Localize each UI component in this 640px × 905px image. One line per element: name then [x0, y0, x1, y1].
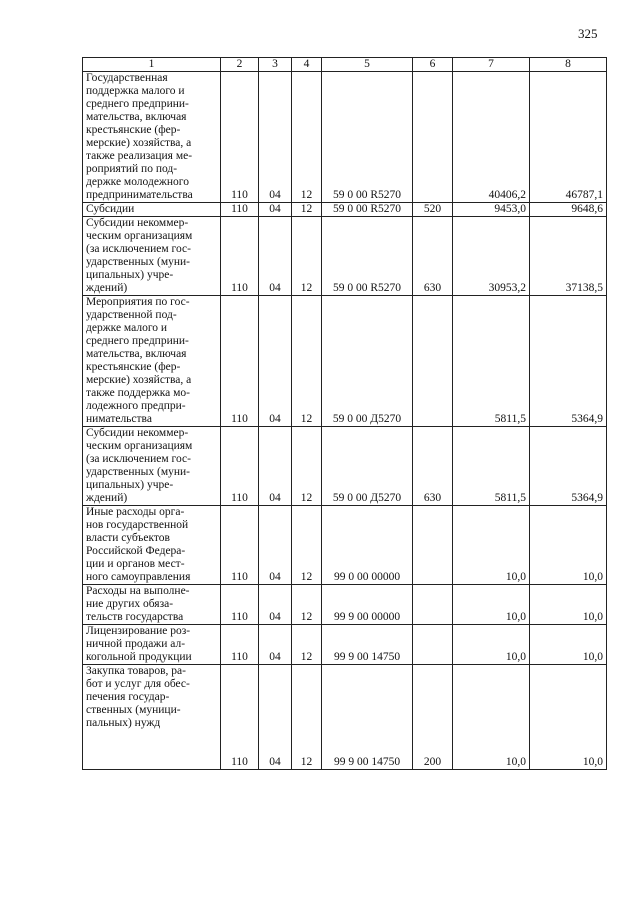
- target-article-cell: 59 0 00 R5270: [322, 203, 413, 217]
- item-name-line: ципальных) учре-: [86, 269, 174, 281]
- table-header-row: [83, 58, 607, 72]
- budget-table: [82, 57, 607, 770]
- code-cell: 110: [221, 506, 259, 585]
- subsection-cell: 12: [292, 427, 322, 506]
- amount-col7-cell: 5811,5: [453, 427, 530, 506]
- column-header: 4: [292, 58, 322, 72]
- item-name-line: (за исключением гос-: [86, 243, 191, 255]
- target-article-cell: 99 9 00 14750: [322, 625, 413, 665]
- item-name-line: ственных (муници-: [86, 704, 181, 716]
- amount-col8-cell: 9648,6: [530, 203, 607, 217]
- expense-type-cell: 200: [413, 665, 453, 770]
- item-name-cell: [83, 585, 221, 625]
- amount-col7-cell: 5811,5: [453, 296, 530, 427]
- code-cell: 110: [221, 585, 259, 625]
- column-header: 5: [322, 58, 413, 72]
- item-name-line: поддержка малого и: [86, 85, 185, 97]
- item-name-line: Субсидии некоммер-: [86, 217, 189, 229]
- expense-type-cell: [413, 585, 453, 625]
- item-name-line: ждений): [86, 282, 128, 294]
- item-name-line: предпринимательства: [86, 189, 193, 201]
- item-name-line: мательства, включая: [86, 111, 187, 123]
- item-name-cell: [83, 217, 221, 296]
- item-name-line: когольной продукции: [86, 651, 192, 663]
- item-name-cell: [83, 296, 221, 427]
- expense-type-cell: 630: [413, 427, 453, 506]
- section-cell: 04: [259, 296, 292, 427]
- item-name-line: мательства, включая: [86, 348, 187, 360]
- expense-type-cell: 520: [413, 203, 453, 217]
- target-article-cell: 59 0 00 Д5270: [322, 427, 413, 506]
- item-name-line: ничной продажи ал-: [86, 638, 186, 650]
- item-name-line: власти субъектов: [86, 532, 170, 544]
- section-cell: 04: [259, 203, 292, 217]
- amount-col7-cell: 10,0: [453, 585, 530, 625]
- item-name-cell: [83, 506, 221, 585]
- expense-type-cell: [413, 625, 453, 665]
- item-name-line: ципальных) учре-: [86, 479, 174, 491]
- amount-col8-cell: 46787,1: [530, 72, 607, 203]
- item-name-cell: [83, 625, 221, 665]
- item-name-line: среднего предприни-: [86, 98, 189, 110]
- item-name-line: среднего предприни-: [86, 335, 189, 347]
- amount-col8-cell: 5364,9: [530, 427, 607, 506]
- amount-col8-cell: 5364,9: [530, 296, 607, 427]
- amount-col7-cell: 40406,2: [453, 72, 530, 203]
- item-name-line: роприятий по под-: [86, 163, 178, 175]
- subsection-cell: 12: [292, 72, 322, 203]
- code-cell: 110: [221, 427, 259, 506]
- item-name-cell: [83, 203, 221, 217]
- amount-col7-cell: 10,0: [453, 665, 530, 770]
- item-name-line: ударственной под-: [86, 309, 177, 321]
- target-article-cell: 99 0 00 00000: [322, 506, 413, 585]
- section-cell: 04: [259, 427, 292, 506]
- item-name-line: мерские) хозяйства, а: [86, 374, 192, 386]
- item-name-line: Государственная: [86, 72, 168, 84]
- section-cell: 04: [259, 625, 292, 665]
- item-name-line: крестьянские (фер-: [86, 124, 181, 136]
- subsection-cell: 12: [292, 625, 322, 665]
- column-header: 2: [221, 58, 259, 72]
- table-row: [83, 506, 607, 585]
- target-article-cell: 59 0 00 Д5270: [322, 296, 413, 427]
- item-name-line: ного самоуправления: [86, 571, 191, 583]
- item-name-line: Закупка товаров, ра-: [86, 665, 186, 677]
- item-name-line: держке малого и: [86, 322, 168, 334]
- item-name-line: ции и органов мест-: [86, 558, 185, 570]
- target-article-cell: 99 9 00 14750: [322, 665, 413, 770]
- item-name-line: также реализация ме-: [86, 150, 193, 162]
- item-name-line: Российской Федера-: [86, 545, 186, 557]
- item-name-line: Иные расходы орга-: [86, 506, 185, 518]
- table-row: [83, 72, 607, 203]
- subsection-cell: 12: [292, 506, 322, 585]
- expense-type-cell: [413, 72, 453, 203]
- amount-col7-cell: 30953,2: [453, 217, 530, 296]
- item-name-line: мерские) хозяйства, а: [86, 137, 192, 149]
- item-name-cell: [83, 427, 221, 506]
- code-cell: 110: [221, 625, 259, 665]
- item-name-cell: [83, 72, 221, 203]
- item-name-line: ударственных (муни-: [86, 256, 190, 268]
- section-cell: 04: [259, 72, 292, 203]
- item-name-line: нов государственной: [86, 519, 189, 531]
- amount-col8-cell: 10,0: [530, 665, 607, 770]
- column-header: 1: [83, 58, 221, 72]
- item-name-line: (за исключением гос-: [86, 453, 191, 465]
- target-article-cell: 99 9 00 00000: [322, 585, 413, 625]
- code-cell: 110: [221, 72, 259, 203]
- section-cell: 04: [259, 217, 292, 296]
- amount-col8-cell: 37138,5: [530, 217, 607, 296]
- subsection-cell: 12: [292, 217, 322, 296]
- item-name-line: Лицензирование роз-: [86, 625, 191, 637]
- expense-type-cell: [413, 506, 453, 585]
- code-cell: 110: [221, 217, 259, 296]
- item-name-line: печения государ-: [86, 691, 170, 703]
- amount-col7-cell: 9453,0: [453, 203, 530, 217]
- column-header: 6: [413, 58, 453, 72]
- subsection-cell: 12: [292, 203, 322, 217]
- column-header: 7: [453, 58, 530, 72]
- expense-type-cell: 630: [413, 217, 453, 296]
- item-name-line: Расходы на выполне-: [86, 585, 190, 597]
- item-name-line: лодежного предпри-: [86, 400, 186, 412]
- item-name-line: Субсидии некоммер-: [86, 427, 189, 439]
- item-name-line: пальных) нужд: [86, 717, 161, 729]
- item-name-line: Мероприятия по гос-: [86, 296, 190, 308]
- item-name-line: бот и услуг для обес-: [86, 678, 190, 690]
- amount-col8-cell: 10,0: [530, 625, 607, 665]
- item-name-line: нимательства: [86, 413, 152, 425]
- section-cell: 04: [259, 506, 292, 585]
- item-name-line: ударственных (муни-: [86, 466, 190, 478]
- section-cell: 04: [259, 585, 292, 625]
- subsection-cell: 12: [292, 296, 322, 427]
- target-article-cell: 59 0 00 R5270: [322, 72, 413, 203]
- item-name-line: ждений): [86, 492, 128, 504]
- amount-col7-cell: 10,0: [453, 506, 530, 585]
- item-name-line: тельств государства: [86, 611, 184, 623]
- column-header: 3: [259, 58, 292, 72]
- column-header: 8: [530, 58, 607, 72]
- page-number: 325: [578, 26, 598, 41]
- subsection-cell: 12: [292, 585, 322, 625]
- target-article-cell: 59 0 00 R5270: [322, 217, 413, 296]
- table-row: [83, 203, 607, 217]
- expense-type-cell: [413, 296, 453, 427]
- table-row: [83, 665, 607, 770]
- table-row: [83, 217, 607, 296]
- item-name-line: держке молодежного: [86, 176, 189, 188]
- code-cell: 110: [221, 203, 259, 217]
- item-name-line: Субсидии: [86, 203, 135, 215]
- item-name-line: ние других обяза-: [86, 598, 174, 610]
- code-cell: 110: [221, 665, 259, 770]
- table-row: [83, 427, 607, 506]
- subsection-cell: 12: [292, 665, 322, 770]
- item-name-line: также поддержка мо-: [86, 387, 190, 399]
- amount-col8-cell: 10,0: [530, 585, 607, 625]
- item-name-cell: [83, 665, 221, 770]
- amount-col8-cell: 10,0: [530, 506, 607, 585]
- table-row: [83, 625, 607, 665]
- item-name-line: ческим организациям: [86, 230, 193, 242]
- amount-col7-cell: 10,0: [453, 625, 530, 665]
- code-cell: 110: [221, 296, 259, 427]
- table-row: [83, 296, 607, 427]
- item-name-line: ческим организациям: [86, 440, 193, 452]
- table-row: [83, 585, 607, 625]
- section-cell: 04: [259, 665, 292, 770]
- item-name-line: крестьянские (фер-: [86, 361, 181, 373]
